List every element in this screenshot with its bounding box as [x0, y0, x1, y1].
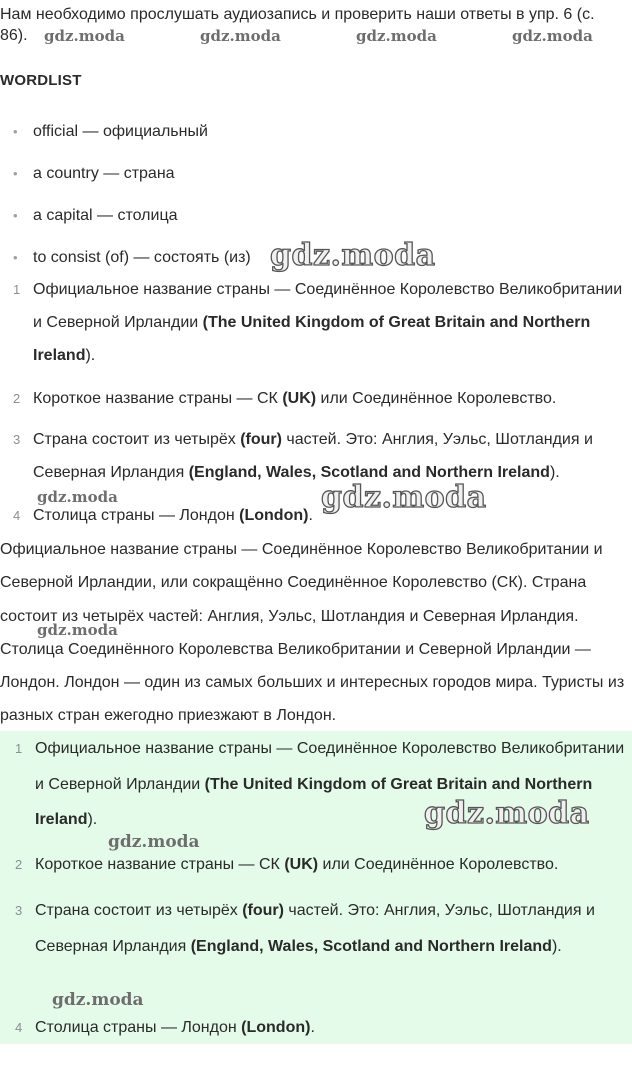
answer-item-3 [15, 893, 625, 964]
wordlist-heading: WORDLIST [0, 72, 82, 89]
answer-bold: (UK) [282, 390, 317, 407]
answer-item-2 [15, 847, 625, 883]
answer-text-end: ). [549, 464, 560, 481]
watermark: gdz.moda [321, 480, 487, 515]
watermark: gdz.moda [44, 27, 125, 45]
answer-text-end: . [308, 507, 313, 524]
list-number: 4 [13, 508, 21, 523]
answer-bold: (England, Wales, Scotland and Northern Ireland [188, 464, 550, 481]
answer-text: Столица страны — Лондон [35, 1019, 242, 1036]
list-number: 2 [15, 857, 23, 872]
watermark: gdz.moda [356, 27, 437, 45]
answer-text: частей. Это: Англия, Уэльс, Шотландия и Северная Ирландия [35, 902, 595, 955]
answer-text-end: . [310, 1019, 315, 1036]
list-number: 1 [13, 282, 21, 297]
wordlist-item: • official — официальный [33, 122, 208, 142]
list-number: 3 [15, 903, 23, 918]
answer-bold: (The United Kingdom of Great Britain and Northern Ireland [33, 314, 591, 364]
answer-item-4 [15, 1010, 625, 1046]
answer-text-end: ). [87, 811, 98, 828]
answer-bold: (London) [239, 507, 309, 524]
list-number: 1 [15, 741, 23, 756]
answer-text-end: ). [85, 347, 96, 364]
watermark: gdz.moda [108, 832, 200, 852]
watermark: gdz.moda [424, 796, 590, 831]
wordlist-item: • to consist (of) — состоять (из) [33, 248, 251, 268]
answer-text: Страна состоит из четырёх [35, 902, 243, 919]
watermark: gdz.moda [37, 621, 118, 639]
watermark: gdz.moda [270, 238, 436, 273]
answer-bold: (four) [240, 431, 282, 448]
answer-bold: (London) [241, 1019, 311, 1036]
wordlist-item: • a country — страна [33, 164, 175, 184]
list-number: 4 [15, 1020, 23, 1035]
answer-bold: (four) [242, 902, 284, 919]
answer-bold: (UK) [284, 856, 319, 873]
answer-text: Короткое название страны — СК [33, 390, 283, 407]
answer-text-end: или Соединённое Королевство. [316, 390, 557, 407]
answer-text-end: ). [551, 937, 562, 955]
summary-paragraph: Официальное название страны — Соединённое Королевство Великобритании и Северной Ирландии, или сокращённо Соединённое Королевство (СК). Страна состоит из четырёх частей: Англия, Уэльс, Шотландия и Северная Ирландия. Столица Соединённого Королевства Великобритании и Северной Ирландии — Лондон. Лондон — один из самых больших и интересных городов мира. Туристы из разных стран ежегодно приезжают в Лондон. [0, 541, 625, 725]
answer-text: Столица страны — Лондон [33, 507, 240, 524]
list-number: 2 [13, 391, 21, 406]
answer-text: частей. Это: Англия, Уэльс, Шотландия и Северная Ирландия [33, 431, 593, 481]
answer-text: Страна состоит из четырёх [33, 431, 241, 448]
wordlist-item: • a capital — столица [33, 206, 178, 226]
answer-text-end: или Соединённое Королевство. [318, 856, 559, 873]
watermark: gdz.moda [37, 488, 118, 506]
answer-item-2 [13, 382, 629, 415]
watermark: gdz.moda [512, 27, 593, 45]
answer-bold: (The United Kingdom of Great Britain and Northern Ireland [35, 775, 593, 828]
answer-text: Официальное название страны — Соединённое Королевство Великобритании и Северной Ирландии [35, 740, 625, 793]
answer-item-1 [13, 273, 631, 372]
watermark: gdz.moda [200, 27, 281, 45]
answer-bold: (England, Wales, Scotland and Northern Ireland [190, 937, 552, 955]
intro-text: Нам необходимо прослушать аудиозапись и проверить наши ответы в упр. 6 (с. 86). [0, 6, 595, 44]
answer-text: Короткое название страны — СК [35, 856, 285, 873]
answer-text: Официальное название страны — Соединённое Королевство Великобритании и Северной Ирландии [33, 281, 623, 331]
list-number: 3 [13, 432, 21, 447]
watermark: gdz.moda [52, 990, 144, 1010]
